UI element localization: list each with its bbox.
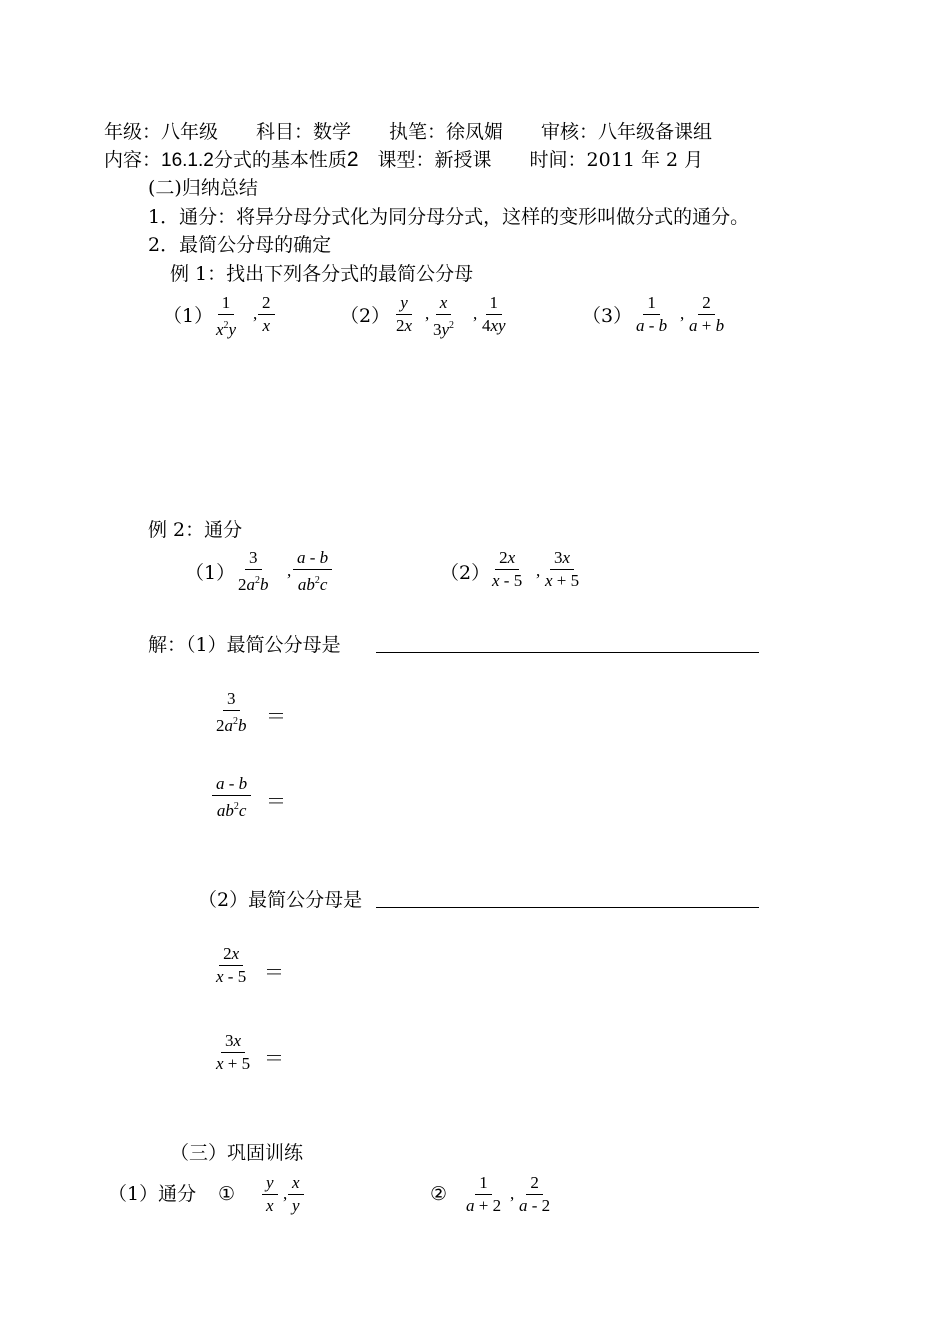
- fraction: $\frac{1}{a - b}$: [636, 293, 668, 335]
- fraction: $\frac{1}{a + 2}$: [466, 1173, 502, 1215]
- fraction: $\frac{1}{4xy}$: [482, 293, 506, 335]
- fraction: $\frac{2}{a - 2}$: [519, 1173, 551, 1215]
- comma: ,: [425, 304, 430, 323]
- section-3-title: （三）巩固训练: [170, 1142, 304, 1164]
- item-1: 1．通分：将异分母分式化为同分母分式，这样的变形叫做分式的通分。: [148, 206, 750, 228]
- example-1-title: 例 1：找出下列各分式的最简公分母: [170, 263, 474, 285]
- fraction: $\frac{2}{a + b}$: [689, 293, 725, 335]
- ex1-label-2: （2）: [340, 305, 391, 327]
- equals-sign: ＝: [266, 791, 286, 813]
- fraction: $\frac{3}{2a^2b}$: [238, 548, 269, 594]
- answer-blank-2[interactable]: [376, 907, 759, 908]
- fraction: $\frac{1}{x^2y}$: [216, 293, 237, 339]
- content-no: 2: [346, 148, 359, 171]
- header-line-1: 年级：八年级 科目：数学 执笔：徐凤媚 审核：八年级备课组: [104, 121, 713, 143]
- header-line-2: [104, 148, 703, 173]
- comma: ,: [536, 561, 541, 580]
- practice-q1-label: （1）通分: [108, 1183, 197, 1205]
- answer-blank-1[interactable]: [376, 652, 759, 653]
- item-2: 2．最简公分母的确定: [148, 234, 332, 256]
- fraction: $\frac{2}{x}$: [258, 292, 275, 337]
- comma: ,: [473, 304, 478, 323]
- ex1-label-1: （1）: [163, 305, 214, 327]
- section-2-title: (二)归纳总结: [148, 177, 258, 199]
- solution-1-label: 解：（1）最简公分母是: [148, 634, 341, 656]
- ex2-label-2: （2）: [440, 562, 491, 584]
- solution-2-label: （2）最简公分母是: [198, 889, 363, 911]
- ex1-label-3: （3）: [582, 305, 633, 327]
- equals-sign: ＝: [264, 1048, 284, 1070]
- fraction: $\frac{3x}{x + 5}$: [216, 1031, 251, 1073]
- fraction: $\frac{y}{2x}$: [396, 293, 413, 335]
- fraction: $\frac{x}{3y^2}$: [433, 293, 455, 339]
- header-rest: 课型：新授课 时间：2011 年 2 月: [358, 149, 704, 171]
- fraction: $\frac{3x}{x + 5}$: [545, 548, 580, 590]
- equals-sign: ＝: [266, 706, 286, 728]
- fraction: $\frac{y}{x}$: [262, 1172, 278, 1217]
- fraction: $\frac{x}{y}$: [288, 1172, 304, 1217]
- fraction: $\frac{2x}{x - 5}$: [216, 944, 247, 986]
- equals-sign: ＝: [264, 962, 284, 984]
- comma: ,: [510, 1184, 515, 1203]
- fraction: $\frac{3}{2a^2b}$: [216, 689, 247, 735]
- circle-1: ①: [218, 1183, 236, 1205]
- comma: ,: [287, 561, 292, 580]
- comma: ,: [680, 304, 685, 323]
- fraction: $\frac{2x}{x - 5}$: [492, 548, 523, 590]
- ex2-label-1: （1）: [185, 562, 236, 584]
- circle-2: ②: [430, 1183, 448, 1205]
- content-label: 内容：: [104, 149, 162, 171]
- example-2-title: 例 2：通分: [148, 519, 243, 541]
- content-number: 16.1.2: [161, 150, 214, 171]
- comma: ,: [283, 1184, 288, 1203]
- content-title: 分式的基本性质: [213, 149, 347, 171]
- fraction: $\frac{a - b}{ab^2c}$: [293, 547, 332, 596]
- comma: ,: [253, 304, 258, 323]
- fraction: $\frac{a - b}{ab^2c}$: [212, 773, 251, 822]
